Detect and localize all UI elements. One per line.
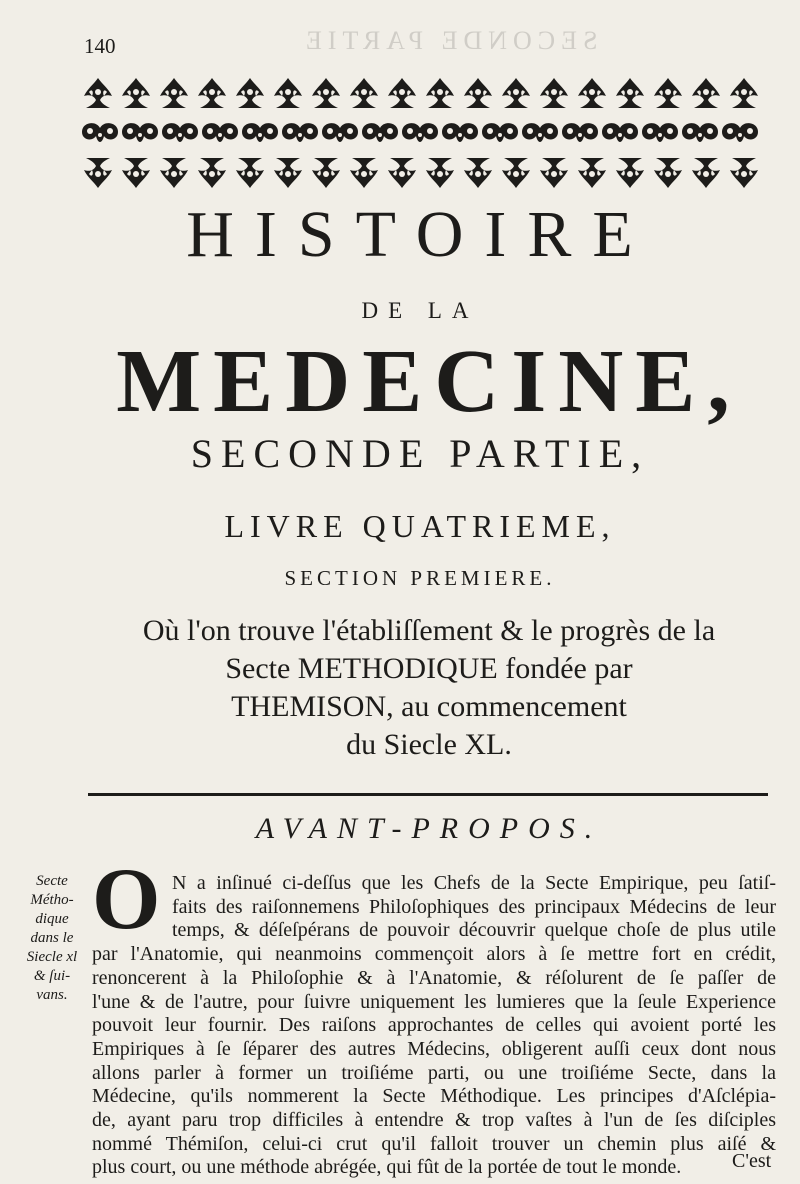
title-histoire: HISTOIRE bbox=[186, 198, 654, 271]
drop-cap: O bbox=[92, 851, 161, 948]
body-line: renoncerent à la Philoſophie & à l'Anatomie, & réſolurent de ſe paſſer de bbox=[92, 966, 776, 989]
catchword: C'est bbox=[732, 1150, 772, 1172]
body-line: nommé Thémiſon, celui-ci crut qu'il falloit trouver un chemin plus aiſé & bbox=[92, 1132, 776, 1155]
subtitle-line: Où l'on trouve l'établiſſement & le progrès de la bbox=[142, 614, 716, 647]
margin-note-line: vans. bbox=[36, 987, 68, 1003]
title-section-premiere: SECTION PREMIERE. bbox=[284, 566, 556, 590]
body-line: de, ayant paru trop difficiles à entendre & trop vaſtes à l'un de ſes diſciples bbox=[92, 1109, 776, 1132]
margin-note-line: Siecle xl bbox=[26, 949, 78, 965]
margin-note-line: & ſui- bbox=[33, 968, 71, 984]
title-de-la: DE LA bbox=[361, 298, 479, 323]
margin-note-line: Métho- bbox=[30, 892, 74, 908]
decorative-ornament-band bbox=[78, 72, 768, 194]
page-number: 140 bbox=[84, 34, 116, 58]
body-line: l'une & de l'autre, pour ſuivre uniquement les lumieres que la ſeule Experience bbox=[92, 990, 776, 1013]
title-seconde-partie: SECONDE PARTIE, bbox=[190, 431, 650, 476]
bleed-through-text: SECONDE PARTIE bbox=[300, 26, 598, 55]
subtitle-line: Secte METHODIQUE fondée par bbox=[225, 652, 633, 685]
body-line: N a inſinué ci-deſſus que les Chefs de la Secte Empirique, peu ſatiſ- bbox=[172, 872, 776, 894]
body-line: pouvoit leur fournir. Des raiſons approchantes de celles qui avoient porté les bbox=[92, 1014, 776, 1037]
margin-note bbox=[14, 872, 90, 1005]
subtitle-line: THEMISON, au commencement bbox=[231, 690, 627, 723]
body-paragraph bbox=[92, 872, 776, 1180]
body-line: Médecine, qu'ils nommerent la Secte Méthodique. Les principes d'Aſclépia- bbox=[92, 1085, 776, 1108]
margin-note-line: Secte bbox=[36, 873, 68, 889]
horizontal-rule bbox=[88, 793, 768, 796]
body-line: allons parler à former un troiſiéme parti, ou une troiſiéme Secte, dans la bbox=[92, 1061, 776, 1084]
body-line: Empiriques à ſe ſéparer des autres Médecins, obligerent auſſi ceux dont nous bbox=[92, 1037, 776, 1060]
subtitle-line: du Siecle XL. bbox=[346, 728, 512, 761]
title-medecine: MEDECINE, bbox=[116, 332, 742, 431]
body-line: temps, & déſeſpérans de pouvoir découvrir quelque choſe de plus utile bbox=[172, 919, 776, 942]
body-line: par l'Anatomie, qui neanmoins commençoit alors à ſe mettre fort en crédit, bbox=[92, 943, 776, 966]
subtitle bbox=[84, 612, 774, 764]
margin-note-line: dans le bbox=[30, 930, 74, 946]
title-livre-quatrieme: LIVRE QUATRIEME, bbox=[224, 508, 616, 544]
body-line: faits des raiſonnemens Philoſophiques des principaux Médecins de leur bbox=[172, 895, 776, 918]
margin-note-line: dique bbox=[35, 911, 69, 927]
section-heading: AVANT-PROPOS. bbox=[255, 812, 603, 845]
body-line: plus court, ou une méthode abrégée, qui fût de la portée de tout le monde. bbox=[92, 1156, 682, 1179]
